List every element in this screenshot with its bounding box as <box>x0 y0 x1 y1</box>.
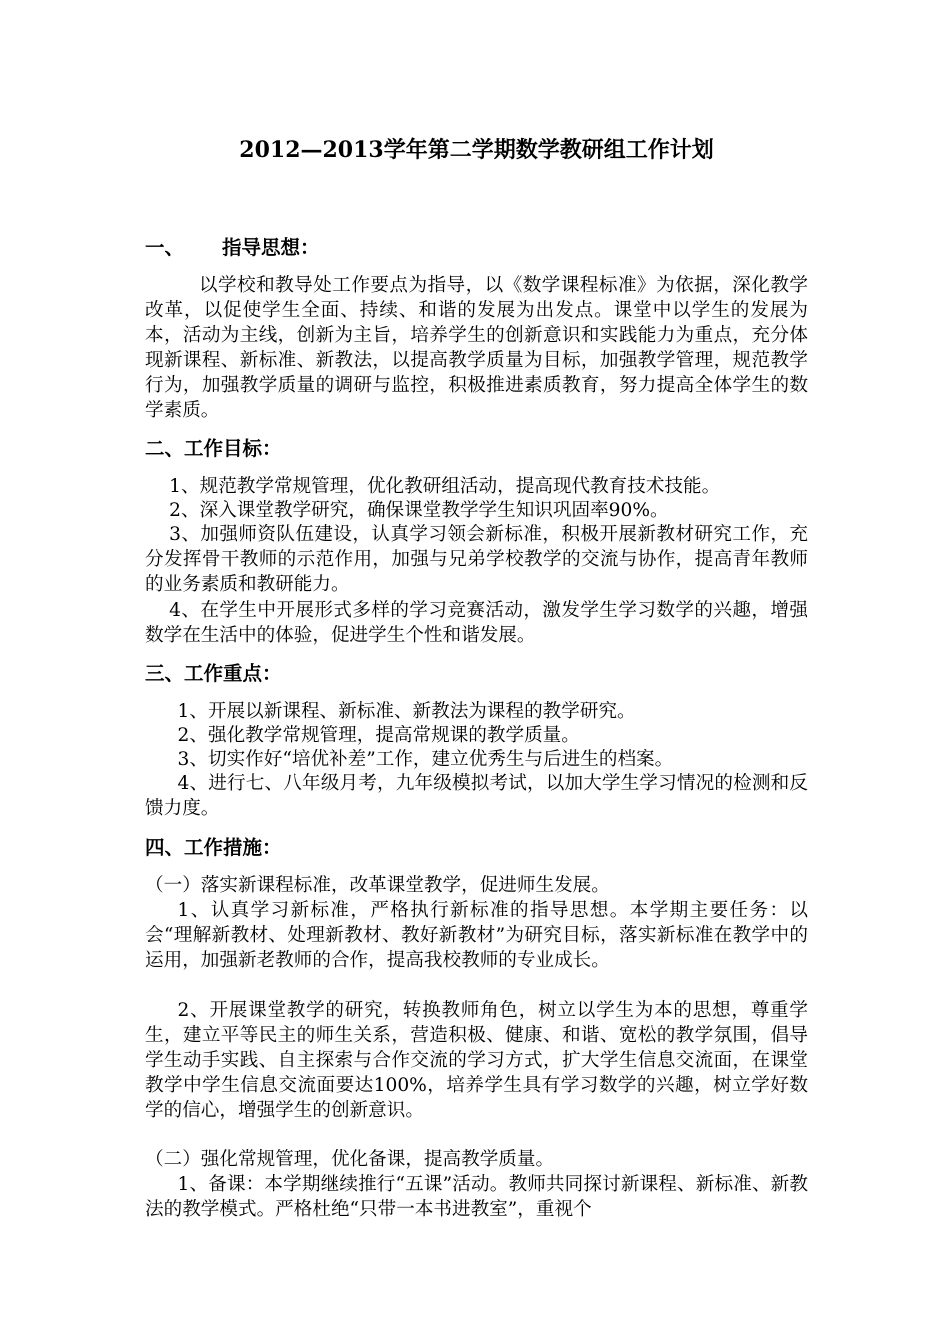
list-item: 3、加强师资队伍建设，认真学习领会新标准，积极开展新教材研究工作，充分发挥骨干教师的示范作用，加强与兄弟学校教学的交流与协作，提高青年教师的业务素质和教研能力。 <box>145 524 808 595</box>
list-item: 2、强化教学常规管理，提高常规课的教学质量。 <box>177 725 580 746</box>
section-number: 一、 <box>145 236 185 259</box>
section-heading-focus: 三、工作重点： <box>145 662 282 685</box>
paragraph: 1、认真学习新标准，严格执行新标准的指导思想。本学期主要任务：以会“理解新教材、处理新教材、教好新教材”为研究目标，落实新标准在教学中的运用，加强新老教师的合作，提高我校教师的专业成长。 <box>145 900 808 971</box>
section-heading-goals: 二、工作目标： <box>145 437 282 460</box>
list-item: 1、规范教学常规管理，优化教研组活动，提高现代教育技术技能。 <box>169 476 721 497</box>
list-item: 4、在学生中开展形式多样的学习竞赛活动，激发学生学习数学的兴趣，增强数学在生活中的体验，促进学生个性和谐发展。 <box>145 600 808 646</box>
section-title: 指导思想： <box>222 236 320 259</box>
paragraph: 2、开展课堂教学的研究，转换教师角色，树立以学生为本的思想，尊重学生，建立平等民主的师生关系，营造积极、健康、和谐、宽松的教学氛围，倡导学生动手实践、自主探索与合作交流的学习方式，扩大学生信息交流面，在课堂教学中学生信息交流面要达100%，培养学生具有学习数学的兴趣，树立学好数学的信心，增强学生的创新意识。 <box>145 1000 808 1121</box>
list-item: 1、开展以新课程、新标准、新教法为课程的教学研究。 <box>177 701 636 722</box>
list-item: 4、进行七、八年级月考，九年级模拟考试，以加大学生学习情况的检测和反馈力度。 <box>145 773 808 819</box>
paragraph: 以学校和教导处工作要点为指导，以《数学课程标准》为依据，深化教学改革，以促使学生全面、持续、和谐的发展为出发点。课堂中以学生的发展为本，活动为主线，创新为主旨，培养学生的创新意识和实践能力为重点，充分体现新课程、新标准、新教法，以提高教学质量为目标，加强教学管理，规范教学行为，加强教学质量的调研与监控，积极推进素质教育，努力提高全体学生的数学素质。 <box>145 275 808 421</box>
document-title: 2012—2013学年第二学期数学教研组工作计划 <box>239 137 714 163</box>
list-item: 3、切实作好“培优补差”工作，建立优秀生与后进生的档案。 <box>177 749 674 770</box>
section-heading-guiding-thought <box>145 233 320 263</box>
subsection-heading: （一）落实新课程标准，改革课堂教学，促进师生发展。 <box>145 875 610 896</box>
list-item: 2、深入课堂教学研究，确保课堂教学学生知识巩固率90%。 <box>169 500 669 521</box>
subsection-heading: （二）强化常规管理，优化备课，提高教学质量。 <box>145 1149 555 1170</box>
section-heading-measures: 四、工作措施： <box>145 836 282 859</box>
paragraph: 1、备课：本学期继续推行“五课”活动。教师共同探讨新课程、新标准、新教法的教学模式。严格杜绝“只带一本书进教室”，重视个 <box>145 1174 808 1220</box>
